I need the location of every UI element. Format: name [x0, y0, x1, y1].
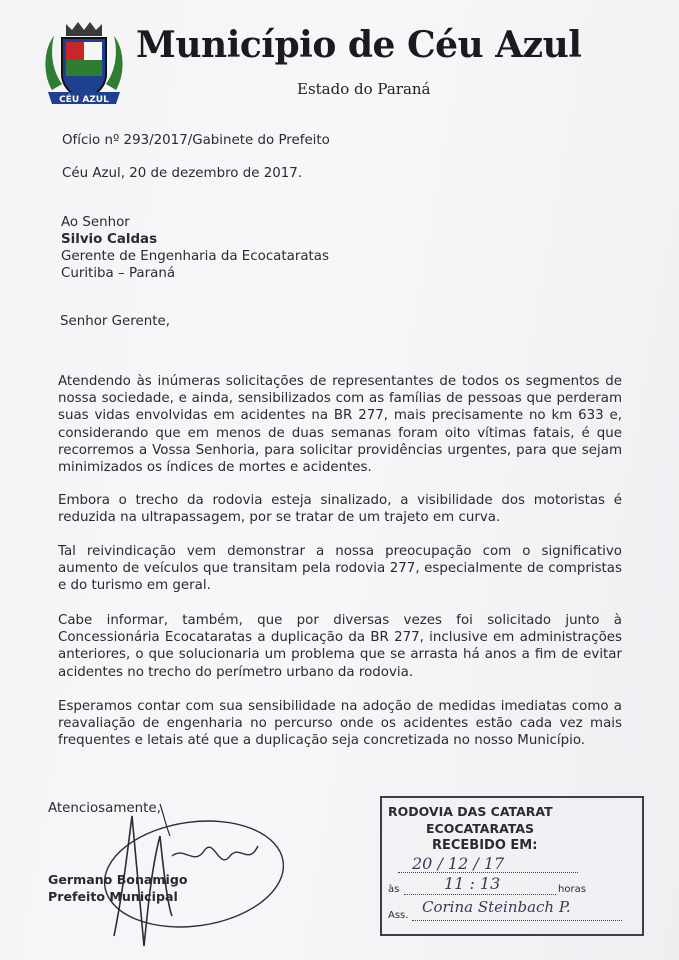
body-paragraph-5: Esperamos contar com sua sensibilidade na adoção de medidas imediatas como a reavaliação de engenharia no percurso onde os acidentes estão cada vez mais frequentes e letais até que a duplicação seja concretizada no nosso Município. — [58, 699, 622, 749]
stamp-date: 20 / 12 / 17 — [412, 854, 505, 873]
body-paragraph-1: Atendendo às inúmeras solicitações de representantes de todos os segmentos de nossa sociedade, e ainda, sensibilizados com as famílias de pessoas que perderam suas vidas envolvidas em acidentes na BR 277, mais precisamente no km 633 e, considerando que em menos de duas semanas foram oito vítimas fatais, é que recorremos a Vossa Senhoria, para solicitar providências urgentes, para que sejam minimizados os índices de mortes e acidentes. — [58, 374, 622, 476]
recipient-name: Silvio Caldas — [61, 232, 158, 247]
stamp-line-2: ECOCATARATAS — [426, 821, 535, 836]
office-reference: Ofício nº 293/2017/Gabinete do Prefeito — [62, 133, 330, 148]
stamp-receiver-signature: Corina Steinbach P. — [422, 898, 571, 916]
municipality-title: Município de Céu Azul — [136, 24, 582, 66]
coat-of-arms-icon — [38, 18, 130, 110]
closing: Atenciosamente, — [48, 801, 161, 816]
crest-label: CÉU AZUL — [59, 95, 109, 105]
signatory-title: Prefeito Municipal — [48, 889, 178, 904]
receipt-stamp — [380, 796, 644, 936]
recipient-salutation: Ao Senhor — [61, 215, 130, 230]
body-paragraph-4: Cabe informar, também, que por diversas vezes foi solicitado junto à Concessionária Ecocataratas a duplicação da BR 277, inclusive em administrações anteriores, o que solucionaria um problema que se arrasta há anos a fim de evitar acidentes no trecho do perímetro urbano da rodovia. — [58, 613, 622, 680]
recipient-city: Curitiba – Paraná — [61, 266, 176, 281]
stamp-time-suffix: horas — [558, 884, 586, 895]
recipient-role: Gerente de Engenharia da Ecocataratas — [61, 249, 329, 264]
signatory-name: Germano Bonamigo — [48, 872, 188, 887]
stamp-time-prefix: às — [388, 884, 400, 895]
greeting: Senhor Gerente, — [60, 314, 170, 329]
stamp-sign-prefix: Ass. — [388, 910, 409, 921]
stamp-line-3: RECEBIDO EM: — [432, 838, 538, 853]
stamp-line-1: RODOVIA DAS CATARAT — [388, 804, 553, 819]
stamp-time: 11 : 13 — [444, 874, 501, 893]
body-paragraph-2: Embora o trecho da rodovia esteja sinalizado, a visibilidade dos motoristas é reduzida na ultrapassagem, por se tratar de um trajeto em curva. — [58, 493, 622, 526]
state-subtitle: Estado do Paraná — [297, 80, 431, 98]
body-paragraph-3: Tal reivindicação vem demonstrar a nossa preocupação com o significativo aumento de veículos que transitam pela rodovia 277, especialmente de compristas e do turismo em geral. — [58, 544, 622, 594]
place-date: Céu Azul, 20 de dezembro de 2017. — [62, 166, 303, 181]
